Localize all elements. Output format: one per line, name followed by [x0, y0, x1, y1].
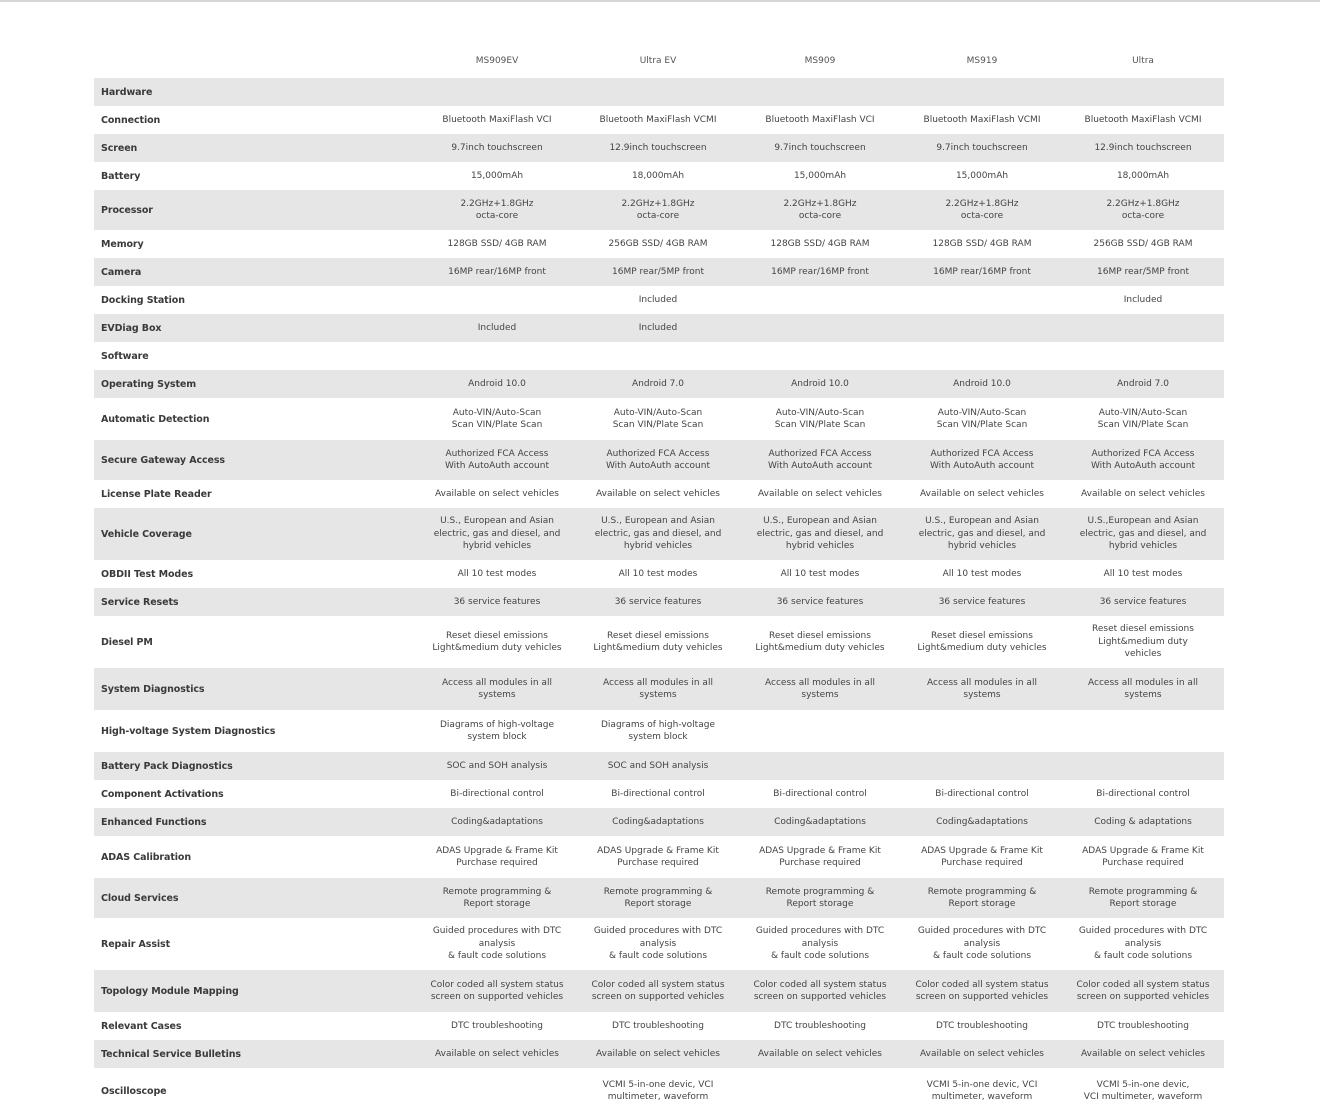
table-row [94, 286, 1224, 314]
table-cell: Guided procedures with DTC analysis & fault code solutions [432, 926, 562, 962]
row-label: System Diagnostics [101, 683, 205, 695]
table-row [94, 480, 1224, 508]
table-cell: Included [477, 322, 517, 333]
table-cell: Diagrams of high-voltage system block [601, 719, 715, 742]
row-label: Automatic Detection [101, 413, 210, 425]
table-row [94, 370, 1224, 398]
table-cell: 9.7inch touchscreen [936, 142, 1028, 153]
table-cell: 36 service features [453, 596, 541, 607]
table-cell: Available on select vehicles [595, 1048, 720, 1059]
table-cell: Bluetooth MaxiFlash VCI [765, 114, 875, 125]
row-label: Cloud Services [101, 892, 179, 904]
row-label: Topology Module Mapping [101, 985, 239, 997]
table-cell: 16MP rear/5MP front [612, 266, 704, 277]
table-cell: Included [638, 294, 678, 305]
table-cell: DTC troubleshooting [774, 1020, 866, 1031]
table-row [94, 1068, 1224, 1102]
row-label: Oscilloscope [101, 1085, 167, 1097]
table-row [94, 1040, 1224, 1068]
table-row [94, 560, 1224, 588]
top-border [0, 0, 1320, 2]
table-cell: Available on select vehicles [757, 488, 882, 499]
row-label: License Plate Reader [101, 488, 212, 500]
table-cell: Reset diesel emissions Light&medium duty vehicles [593, 630, 723, 653]
table-cell: 36 service features [1099, 596, 1187, 607]
table-row [94, 1012, 1224, 1040]
table-cell: 2.2GHz+1.8GHz octa-core [460, 198, 534, 221]
table-row [94, 230, 1224, 258]
table-cell: 2.2GHz+1.8GHz octa-core [783, 198, 857, 221]
row-label: Relevant Cases [101, 1020, 182, 1032]
table-cell: ADAS Upgrade & Frame Kit Purchase required [597, 845, 719, 868]
table-cell: ADAS Upgrade & Frame Kit Purchase required [1082, 845, 1204, 868]
table-cell: Authorized FCA Access With AutoAuth account [605, 448, 710, 471]
table-cell: Android 10.0 [791, 378, 849, 389]
table-cell: Bi-directional control [611, 788, 705, 799]
table-cell [740, 342, 900, 370]
table-row [94, 808, 1224, 836]
table-cell: Guided procedures with DTC analysis & fault code solutions [917, 926, 1047, 962]
row-label: Secure Gateway Access [101, 454, 225, 466]
table-cell: Access all modules in all systems [603, 677, 713, 700]
table-cell: U.S., European and Asian electric, gas and diesel, and hybrid vehicles [918, 516, 1046, 552]
section-header-row [94, 342, 1224, 370]
table-cell: Color coded all system status screen on supported vehicles [430, 979, 564, 1002]
section-header-row [94, 78, 1224, 106]
row-label: Diesel PM [101, 636, 153, 648]
table-cell: 36 service features [938, 596, 1026, 607]
table-cell: Included [638, 322, 678, 333]
table-cell: DTC troubleshooting [612, 1020, 704, 1031]
table-cell: Coding&adaptations [451, 816, 543, 827]
table-row [94, 190, 1224, 230]
table-cell: Access all modules in all systems [765, 677, 875, 700]
column-header-ms919: MS919 [966, 56, 998, 66]
table-cell [740, 78, 900, 106]
table-cell [1063, 78, 1223, 106]
table-row [94, 668, 1224, 710]
table-cell: All 10 test modes [457, 568, 537, 579]
row-label: Docking Station [101, 294, 185, 306]
table-cell: Auto-VIN/Auto-Scan Scan VIN/Plate Scan [936, 407, 1028, 430]
table-cell: Reset diesel emissions Light&medium duty vehicles [1092, 624, 1194, 660]
table-cell [740, 314, 900, 342]
table-cell: Remote programming & Report storage [442, 886, 552, 909]
column-header-ms909: MS909 [804, 56, 836, 66]
table-cell: Available on select vehicles [434, 488, 559, 499]
table-cell: All 10 test modes [780, 568, 860, 579]
table-cell: 16MP rear/16MP front [933, 266, 1031, 277]
table-cell: Color coded all system status screen on supported vehicles [753, 979, 887, 1002]
table-row [94, 588, 1224, 616]
table-cell: VCMI 5-in-one devic, VCI multimeter, waveform [602, 1079, 714, 1102]
table-cell: 16MP rear/16MP front [448, 266, 546, 277]
table-cell [902, 286, 1062, 314]
table-cell: Auto-VIN/Auto-Scan Scan VIN/Plate Scan [774, 407, 866, 430]
table-cell: 15,000mAh [470, 170, 524, 181]
table-cell: 12.9inch touchscreen [1094, 142, 1192, 153]
table-cell [417, 1068, 577, 1102]
table-row [94, 106, 1224, 134]
table-cell: Color coded all system status screen on supported vehicles [915, 979, 1049, 1002]
table-cell: Auto-VIN/Auto-Scan Scan VIN/Plate Scan [451, 407, 543, 430]
table-cell [417, 342, 577, 370]
table-cell: SOC and SOH analysis [607, 760, 709, 771]
table-cell: 18,000mAh [631, 170, 685, 181]
row-label: Camera [101, 266, 142, 278]
table-cell: Available on select vehicles [757, 1048, 882, 1059]
table-cell: Access all modules in all systems [1088, 677, 1198, 700]
table-cell: 36 service features [614, 596, 702, 607]
table-cell: DTC troubleshooting [451, 1020, 543, 1031]
row-label: Technical Service Bulletins [101, 1048, 241, 1060]
table-cell: Coding&adaptations [936, 816, 1028, 827]
table-row [94, 508, 1224, 560]
table-cell: 2.2GHz+1.8GHz octa-core [621, 198, 695, 221]
table-cell: Available on select vehicles [1080, 488, 1205, 499]
table-row [94, 258, 1224, 286]
table-cell [1063, 710, 1223, 752]
table-row [94, 752, 1224, 780]
row-label: Component Activations [101, 788, 224, 800]
table-cell: Coding&adaptations [612, 816, 704, 827]
table-cell: Guided procedures with DTC analysis & fault code solutions [1078, 926, 1208, 962]
table-cell: Available on select vehicles [434, 1048, 559, 1059]
table-cell: Authorized FCA Access With AutoAuth account [1090, 448, 1195, 471]
table-cell: Bi-directional control [935, 788, 1029, 799]
table-cell: 16MP rear/5MP front [1097, 266, 1189, 277]
table-cell: U.S.,European and Asian electric, gas and diesel, and hybrid vehicles [1079, 516, 1207, 552]
table-cell: 36 service features [776, 596, 864, 607]
table-cell: 128GB SSD/ 4GB RAM [447, 238, 547, 249]
table-cell: Bluetooth MaxiFlash VCMI [923, 114, 1041, 125]
table-cell: Bluetooth MaxiFlash VCMI [1084, 114, 1202, 125]
row-label: Enhanced Functions [101, 816, 207, 828]
table-cell: 256GB SSD/ 4GB RAM [1093, 238, 1193, 249]
table-row [94, 162, 1224, 190]
table-cell: U.S., European and Asian electric, gas and diesel, and hybrid vehicles [756, 516, 884, 552]
table-cell: 12.9inch touchscreen [609, 142, 707, 153]
table-cell: Guided procedures with DTC analysis & fault code solutions [593, 926, 723, 962]
row-label: Battery Pack Diagnostics [101, 760, 233, 772]
table-cell: Bluetooth MaxiFlash VCMI [599, 114, 717, 125]
column-header-ultra-ev: Ultra EV [639, 56, 677, 66]
table-cell: ADAS Upgrade & Frame Kit Purchase required [759, 845, 881, 868]
table-cell: ADAS Upgrade & Frame Kit Purchase required [436, 845, 558, 868]
table-row [94, 314, 1224, 342]
row-label: Screen [101, 142, 138, 154]
comparison-table [94, 78, 1224, 1102]
table-cell: 128GB SSD/ 4GB RAM [770, 238, 870, 249]
table-cell [902, 314, 1062, 342]
table-row [94, 836, 1224, 878]
table-row [94, 398, 1224, 440]
table-cell: U.S., European and Asian electric, gas and diesel, and hybrid vehicles [433, 516, 561, 552]
table-cell [417, 78, 577, 106]
row-label: Processor [101, 204, 153, 216]
table-cell [1063, 342, 1223, 370]
row-label: Service Resets [101, 596, 179, 608]
table-row [94, 616, 1224, 668]
table-cell: All 10 test modes [618, 568, 698, 579]
table-cell: Remote programming & Report storage [765, 886, 875, 909]
row-label: OBDII Test Modes [101, 568, 194, 580]
table-cell: Guided procedures with DTC analysis & fault code solutions [755, 926, 885, 962]
table-cell: Authorized FCA Access With AutoAuth account [444, 448, 549, 471]
column-header-row [94, 56, 1224, 72]
table-cell: 128GB SSD/ 4GB RAM [932, 238, 1032, 249]
table-cell [578, 78, 738, 106]
table-cell: 2.2GHz+1.8GHz octa-core [1106, 198, 1180, 221]
row-label: High-voltage System Diagnostics [101, 725, 276, 737]
section-label: Software [101, 350, 149, 362]
section-label: Hardware [101, 86, 153, 98]
table-cell: SOC and SOH analysis [446, 760, 548, 771]
table-cell: Android 7.0 [632, 378, 684, 389]
table-cell: Reset diesel emissions Light&medium duty vehicles [432, 630, 562, 653]
table-row [94, 134, 1224, 162]
table-cell: 15,000mAh [793, 170, 847, 181]
table-cell: Available on select vehicles [595, 488, 720, 499]
table-cell [1063, 314, 1223, 342]
table-cell: Color coded all system status screen on supported vehicles [591, 979, 725, 1002]
table-cell: Diagrams of high-voltage system block [440, 719, 554, 742]
table-cell [740, 710, 900, 752]
table-cell: 16MP rear/16MP front [771, 266, 869, 277]
table-cell: Bi-directional control [773, 788, 867, 799]
table-cell [740, 286, 900, 314]
table-cell: Color coded all system status screen on supported vehicles [1076, 979, 1210, 1002]
table-cell: All 10 test modes [1103, 568, 1183, 579]
table-cell: Auto-VIN/Auto-Scan Scan VIN/Plate Scan [612, 407, 704, 430]
table-cell: ADAS Upgrade & Frame Kit Purchase required [921, 845, 1043, 868]
row-label: Connection [101, 114, 161, 126]
table-cell [417, 286, 577, 314]
table-cell [902, 78, 1062, 106]
table-cell: Access all modules in all systems [927, 677, 1037, 700]
table-cell: Auto-VIN/Auto-Scan Scan VIN/Plate Scan [1097, 407, 1189, 430]
table-cell: Reset diesel emissions Light&medium duty vehicles [917, 630, 1047, 653]
table-cell: Bi-directional control [1096, 788, 1190, 799]
table-cell: Android 7.0 [1117, 378, 1169, 389]
table-cell: Remote programming & Report storage [927, 886, 1037, 909]
table-cell: Android 10.0 [953, 378, 1011, 389]
column-header-ultra: Ultra [1132, 56, 1154, 66]
row-label: Battery [101, 170, 141, 182]
table-cell: 9.7inch touchscreen [451, 142, 543, 153]
table-cell: Available on select vehicles [919, 488, 1044, 499]
table-cell: Remote programming & Report storage [603, 886, 713, 909]
table-cell: DTC troubleshooting [1097, 1020, 1189, 1031]
table-cell [1063, 752, 1223, 780]
table-cell: 15,000mAh [955, 170, 1009, 181]
table-row [94, 878, 1224, 918]
column-header-ms909ev: MS909EV [475, 56, 519, 66]
table-row [94, 440, 1224, 480]
row-label: Repair Assist [101, 938, 171, 950]
table-cell [902, 752, 1062, 780]
table-cell: Included [1123, 294, 1163, 305]
table-cell: U.S., European and Asian electric, gas and diesel, and hybrid vehicles [594, 516, 722, 552]
table-cell: 256GB SSD/ 4GB RAM [608, 238, 708, 249]
table-cell: Coding & adaptations [1094, 816, 1192, 827]
table-cell: Available on select vehicles [919, 1048, 1044, 1059]
table-cell: 9.7inch touchscreen [774, 142, 866, 153]
table-cell: 2.2GHz+1.8GHz octa-core [945, 198, 1019, 221]
table-row [94, 780, 1224, 808]
table-row [94, 918, 1224, 970]
row-label: Memory [101, 238, 144, 250]
row-label: Vehicle Coverage [101, 528, 192, 540]
table-row [94, 710, 1224, 752]
table-cell [902, 342, 1062, 370]
table-cell [578, 342, 738, 370]
table-cell: VCMI 5-in-one devic, VCI multimeter, waveform [926, 1079, 1038, 1102]
table-cell: Android 10.0 [468, 378, 526, 389]
table-cell: Authorized FCA Access With AutoAuth account [767, 448, 872, 471]
table-cell: Access all modules in all systems [442, 677, 552, 700]
table-cell: 18,000mAh [1116, 170, 1170, 181]
table-row [94, 970, 1224, 1012]
table-cell [740, 1068, 900, 1102]
table-cell: Reset diesel emissions Light&medium duty vehicles [755, 630, 885, 653]
table-cell: Bluetooth MaxiFlash VCI [442, 114, 552, 125]
row-label: ADAS Calibration [101, 851, 192, 863]
table-cell: VCMI 5-in-one devic, VCI multimeter, waveform [1083, 1079, 1203, 1102]
table-cell [902, 710, 1062, 752]
table-cell: Coding&adaptations [774, 816, 866, 827]
table-cell: Remote programming & Report storage [1088, 886, 1198, 909]
table-cell: Available on select vehicles [1080, 1048, 1205, 1059]
table-cell: Authorized FCA Access With AutoAuth account [929, 448, 1034, 471]
table-cell: DTC troubleshooting [936, 1020, 1028, 1031]
table-cell [740, 752, 900, 780]
table-cell: Bi-directional control [450, 788, 544, 799]
row-label: Operating System [101, 378, 197, 390]
row-label: EVDiag Box [101, 322, 162, 334]
table-cell: All 10 test modes [942, 568, 1022, 579]
